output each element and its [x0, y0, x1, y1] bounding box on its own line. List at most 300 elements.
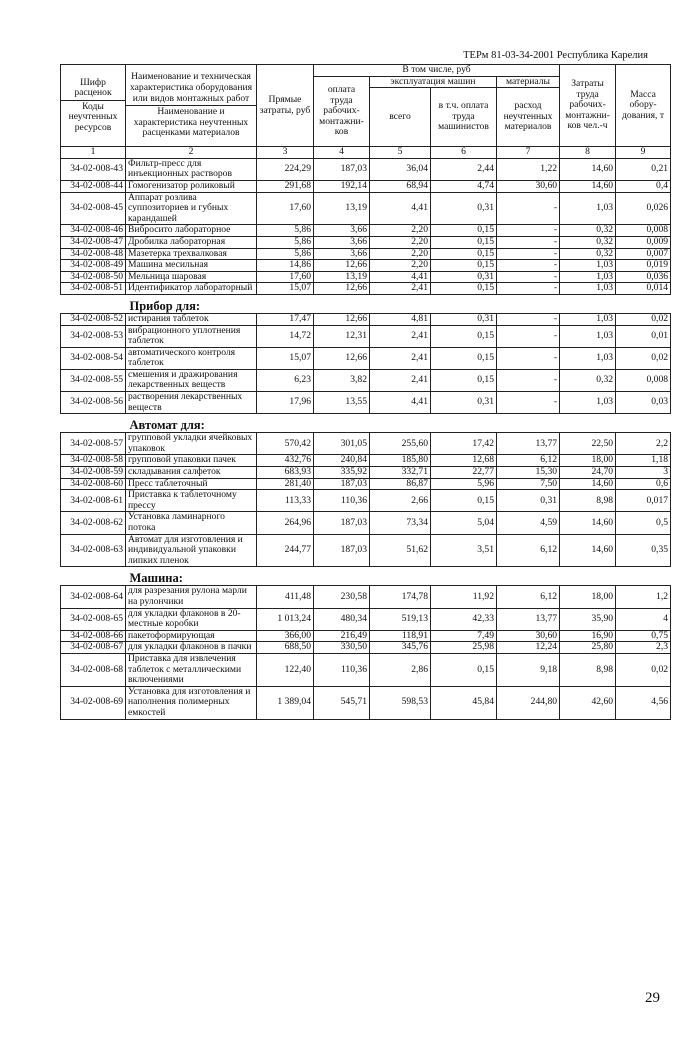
row-mass: 4,56 — [616, 686, 671, 719]
row-material-use: 15,30 — [497, 467, 560, 479]
row-exploitation-total: 2,20 — [370, 260, 431, 272]
header-name-top: Наименование и техническая характеристика оборудования или видов монтажных работ — [129, 71, 252, 104]
row-code: 34-02-008-67 — [61, 642, 126, 654]
table-row — [61, 347, 671, 369]
header-name-cell — [126, 65, 257, 147]
row-labor: 0,32 — [560, 369, 616, 391]
table-row — [61, 192, 671, 225]
row-machinist-wage: 25,98 — [431, 642, 497, 654]
row-exploitation-total: 519,13 — [370, 608, 431, 630]
row-wage: 13,19 — [314, 271, 370, 283]
row-wage: 12,66 — [314, 260, 370, 272]
row-wage: 335,92 — [314, 467, 370, 479]
row-code: 34-02-008-59 — [61, 467, 126, 479]
row-code: 34-02-008-50 — [61, 271, 126, 283]
column-number: 5 — [370, 147, 431, 159]
row-mass: 0,5 — [616, 512, 671, 534]
row-mass: 0,6 — [616, 478, 671, 490]
row-code: 34-02-008-49 — [61, 260, 126, 272]
header-code-bottom: Коды неучтенных ресурсов — [61, 100, 125, 134]
row-material-use: - — [497, 369, 560, 391]
column-number: 8 — [560, 147, 616, 159]
header-name-bottom: Наименование и характеристика неучтенных расценками материалов — [126, 105, 256, 139]
row-code: 34-02-008-54 — [61, 347, 126, 369]
row-code: 34-02-008-63 — [61, 534, 126, 567]
row-code: 34-02-008-44 — [61, 180, 126, 192]
row-labor: 8,98 — [560, 490, 616, 512]
rates-table — [60, 64, 671, 720]
row-name: истирания таблеток — [126, 313, 257, 325]
row-material-use: 0,31 — [497, 490, 560, 512]
table-row — [61, 455, 671, 467]
row-machinist-wage: 0,15 — [431, 653, 497, 686]
row-direct-costs: 688,50 — [257, 642, 314, 654]
row-exploitation-total: 4,41 — [370, 271, 431, 283]
row-machinist-wage: 5,04 — [431, 512, 497, 534]
row-material-use: - — [497, 225, 560, 237]
row-name: Мазетерка трехвалковая — [126, 248, 257, 260]
header-code-top: Шифр расценок — [74, 76, 112, 99]
table-row — [61, 271, 671, 283]
row-direct-costs: 14,86 — [257, 260, 314, 272]
row-wage: 240,84 — [314, 455, 370, 467]
row-direct-costs: 432,76 — [257, 455, 314, 467]
row-wage: 12,66 — [314, 283, 370, 295]
row-material-use: 6,12 — [497, 586, 560, 608]
row-exploitation-total: 4,41 — [370, 192, 431, 225]
header-labor: Затраты труда рабочих-монтажни-ков чел.-ч — [560, 65, 616, 147]
section-title: Автомат для: — [126, 414, 671, 433]
row-wage: 12,66 — [314, 347, 370, 369]
page-number: 29 — [645, 990, 660, 1006]
header-code-cell — [61, 65, 126, 147]
row-machinist-wage: 0,31 — [431, 392, 497, 414]
row-labor: 18,00 — [560, 455, 616, 467]
row-machinist-wage: 0,15 — [431, 325, 497, 347]
row-machinist-wage: 0,15 — [431, 248, 497, 260]
row-wage: 110,36 — [314, 653, 370, 686]
row-mass: 0,009 — [616, 236, 671, 248]
row-code: 34-02-008-66 — [61, 630, 126, 642]
row-material-use: 7,50 — [497, 478, 560, 490]
row-name: Мельница шаровая — [126, 271, 257, 283]
row-direct-costs: 244,77 — [257, 534, 314, 567]
row-labor: 22,50 — [560, 433, 616, 455]
row-wage: 187,03 — [314, 512, 370, 534]
row-labor: 25,80 — [560, 642, 616, 654]
row-mass: 3 — [616, 467, 671, 479]
row-machinist-wage: 0,15 — [431, 260, 497, 272]
row-mass: 0,21 — [616, 158, 671, 180]
row-code: 34-02-008-61 — [61, 490, 126, 512]
row-code: 34-02-008-69 — [61, 686, 126, 719]
table-row — [61, 608, 671, 630]
row-direct-costs: 1 389,04 — [257, 686, 314, 719]
row-material-use: - — [497, 271, 560, 283]
section-title: Прибор для: — [126, 294, 671, 313]
table-row — [61, 392, 671, 414]
column-number: 3 — [257, 147, 314, 159]
row-mass: 0,008 — [616, 369, 671, 391]
row-machinist-wage: 12,68 — [431, 455, 497, 467]
row-labor: 14,60 — [560, 158, 616, 180]
table-row — [61, 369, 671, 391]
row-material-use: 1,22 — [497, 158, 560, 180]
header-including: В том числе, руб — [314, 65, 560, 77]
row-mass: 0,75 — [616, 630, 671, 642]
row-exploitation-total: 2,41 — [370, 369, 431, 391]
row-direct-costs: 683,93 — [257, 467, 314, 479]
column-number: 4 — [314, 147, 370, 159]
row-code: 34-02-008-48 — [61, 248, 126, 260]
row-code: 34-02-008-64 — [61, 586, 126, 608]
row-mass: 2,3 — [616, 642, 671, 654]
row-code: 34-02-008-52 — [61, 313, 126, 325]
row-machinist-wage: 3,51 — [431, 534, 497, 567]
row-name: для укладки флаконов в пачки — [126, 642, 257, 654]
row-code: 34-02-008-62 — [61, 512, 126, 534]
row-name: растворения лекарственных веществ — [126, 392, 257, 414]
row-labor: 1,03 — [560, 283, 616, 295]
row-labor: 18,00 — [560, 586, 616, 608]
row-name: групповой упаковки пачек — [126, 455, 257, 467]
row-machinist-wage: 11,92 — [431, 586, 497, 608]
row-wage: 3,66 — [314, 236, 370, 248]
row-machinist-wage: 0,15 — [431, 369, 497, 391]
row-labor: 1,03 — [560, 392, 616, 414]
row-wage: 216,49 — [314, 630, 370, 642]
row-code: 34-02-008-45 — [61, 192, 126, 225]
row-labor: 14,60 — [560, 180, 616, 192]
table-row — [61, 642, 671, 654]
row-wage: 3,82 — [314, 369, 370, 391]
row-machinist-wage: 45,84 — [431, 686, 497, 719]
row-name: Фильтр-пресс для инъекционных растворов — [126, 158, 257, 180]
row-mass: 0,02 — [616, 653, 671, 686]
column-number: 1 — [61, 147, 126, 159]
row-exploitation-total: 2,66 — [370, 490, 431, 512]
table-row — [61, 490, 671, 512]
row-material-use: 244,80 — [497, 686, 560, 719]
table-row — [61, 325, 671, 347]
row-name: Гомогенизатор роликовый — [126, 180, 257, 192]
header-materials: материалы — [497, 76, 560, 88]
row-direct-costs: 15,07 — [257, 283, 314, 295]
row-wage: 187,03 — [314, 478, 370, 490]
row-direct-costs: 5,86 — [257, 236, 314, 248]
row-wage: 3,66 — [314, 248, 370, 260]
row-name: групповой укладки ячейковых упаковок — [126, 433, 257, 455]
row-material-use: 9,18 — [497, 653, 560, 686]
row-direct-costs: 5,86 — [257, 225, 314, 237]
row-direct-costs: 17,60 — [257, 192, 314, 225]
row-wage: 330,50 — [314, 642, 370, 654]
row-mass: 0,02 — [616, 313, 671, 325]
row-code: 34-02-008-46 — [61, 225, 126, 237]
row-exploitation-total: 51,62 — [370, 534, 431, 567]
row-exploitation-total: 86,87 — [370, 478, 431, 490]
row-labor: 24,70 — [560, 467, 616, 479]
row-machinist-wage: 2,44 — [431, 158, 497, 180]
row-labor: 14,60 — [560, 534, 616, 567]
row-mass: 0,036 — [616, 271, 671, 283]
row-wage: 13,55 — [314, 392, 370, 414]
row-machinist-wage: 42,33 — [431, 608, 497, 630]
row-name: Машина месильная — [126, 260, 257, 272]
row-mass: 2,2 — [616, 433, 671, 455]
row-mass: 0,01 — [616, 325, 671, 347]
row-labor: 1,03 — [560, 325, 616, 347]
row-exploitation-total: 2,41 — [370, 283, 431, 295]
row-code: 34-02-008-56 — [61, 392, 126, 414]
row-mass: 0,014 — [616, 283, 671, 295]
row-name: пакетоформирующая — [126, 630, 257, 642]
row-material-use: - — [497, 347, 560, 369]
column-number: 2 — [126, 147, 257, 159]
row-direct-costs: 1 013,24 — [257, 608, 314, 630]
row-exploitation-total: 36,04 — [370, 158, 431, 180]
row-direct-costs: 113,33 — [257, 490, 314, 512]
row-labor: 0,32 — [560, 236, 616, 248]
row-labor: 1,03 — [560, 313, 616, 325]
row-direct-costs: 411,48 — [257, 586, 314, 608]
row-material-use: 12,24 — [497, 642, 560, 654]
table-row — [61, 686, 671, 719]
table-row — [61, 630, 671, 642]
row-labor: 42,60 — [560, 686, 616, 719]
row-machinist-wage: 0,15 — [431, 490, 497, 512]
row-code: 34-02-008-47 — [61, 236, 126, 248]
header-total: всего — [370, 88, 431, 147]
row-code: 34-02-008-60 — [61, 478, 126, 490]
row-direct-costs: 281,40 — [257, 478, 314, 490]
row-material-use: 13,77 — [497, 608, 560, 630]
row-material-use: - — [497, 283, 560, 295]
row-labor: 16,90 — [560, 630, 616, 642]
row-machinist-wage: 0,31 — [431, 192, 497, 225]
row-mass: 0,008 — [616, 225, 671, 237]
row-exploitation-total: 332,71 — [370, 467, 431, 479]
row-mass: 0,007 — [616, 248, 671, 260]
column-number: 7 — [497, 147, 560, 159]
row-labor: 35,90 — [560, 608, 616, 630]
row-direct-costs: 17,47 — [257, 313, 314, 325]
row-code: 34-02-008-53 — [61, 325, 126, 347]
row-wage: 13,19 — [314, 192, 370, 225]
row-exploitation-total: 2,20 — [370, 236, 431, 248]
row-machinist-wage: 0,15 — [431, 225, 497, 237]
section-title: Машина: — [126, 567, 671, 586]
row-material-use: 30,60 — [497, 630, 560, 642]
header-direct-costs: Прямые затраты, руб — [257, 65, 314, 147]
row-material-use: - — [497, 236, 560, 248]
row-code: 34-02-008-51 — [61, 283, 126, 295]
row-machinist-wage: 0,15 — [431, 347, 497, 369]
row-code: 34-02-008-57 — [61, 433, 126, 455]
row-wage: 110,36 — [314, 490, 370, 512]
row-name: Установка для изготовления и наполнения полимерных емкостей — [126, 686, 257, 719]
table-row — [61, 248, 671, 260]
row-name: Аппарат розлива суппозиториев и губных карандашей — [126, 192, 257, 225]
page-header: ТЕРм 81-03-34-2001 Республика Карелия — [463, 50, 648, 61]
row-mass: 4 — [616, 608, 671, 630]
row-labor: 14,60 — [560, 478, 616, 490]
row-labor: 0,32 — [560, 248, 616, 260]
row-mass: 0,017 — [616, 490, 671, 512]
row-mass: 0,026 — [616, 192, 671, 225]
row-machinist-wage: 0,15 — [431, 283, 497, 295]
row-wage: 230,58 — [314, 586, 370, 608]
row-labor: 1,03 — [560, 347, 616, 369]
table-row — [61, 158, 671, 180]
row-code: 34-02-008-68 — [61, 653, 126, 686]
row-mass: 1,18 — [616, 455, 671, 467]
row-mass: 0,03 — [616, 392, 671, 414]
row-exploitation-total: 174,78 — [370, 586, 431, 608]
header-machine-exploitation: эксплуатация машин — [370, 76, 497, 88]
row-name: для разрезания рулона марли на рулончики — [126, 586, 257, 608]
row-name: Установка ламинарного потока — [126, 512, 257, 534]
table-row — [61, 180, 671, 192]
section-spacer — [61, 414, 126, 433]
row-direct-costs: 14,72 — [257, 325, 314, 347]
row-direct-costs: 17,96 — [257, 392, 314, 414]
row-machinist-wage: 0,31 — [431, 313, 497, 325]
header-wage: оплата труда рабочих-монтажни-ков — [314, 76, 370, 147]
column-number-row — [61, 147, 671, 159]
row-machinist-wage: 7,49 — [431, 630, 497, 642]
row-labor: 1,03 — [560, 271, 616, 283]
row-labor: 1,03 — [560, 260, 616, 272]
row-direct-costs: 5,86 — [257, 248, 314, 260]
section-heading-row — [61, 294, 671, 313]
row-machinist-wage: 0,15 — [431, 236, 497, 248]
row-code: 34-02-008-65 — [61, 608, 126, 630]
row-material-use: 4,59 — [497, 512, 560, 534]
row-material-use: 13,77 — [497, 433, 560, 455]
row-exploitation-total: 2,86 — [370, 653, 431, 686]
row-labor: 14,60 — [560, 512, 616, 534]
row-wage: 12,66 — [314, 313, 370, 325]
table-row — [61, 260, 671, 272]
row-wage: 187,03 — [314, 158, 370, 180]
row-name: Приставка для извлечения таблеток с металлическими включениями — [126, 653, 257, 686]
row-direct-costs: 224,29 — [257, 158, 314, 180]
row-exploitation-total: 255,60 — [370, 433, 431, 455]
row-direct-costs: 6,23 — [257, 369, 314, 391]
row-material-use: 6,12 — [497, 455, 560, 467]
row-material-use: - — [497, 192, 560, 225]
row-wage: 480,34 — [314, 608, 370, 630]
row-direct-costs: 264,96 — [257, 512, 314, 534]
row-wage: 301,05 — [314, 433, 370, 455]
row-exploitation-total: 2,20 — [370, 248, 431, 260]
section-spacer — [61, 294, 126, 313]
row-machinist-wage: 4,74 — [431, 180, 497, 192]
row-wage: 187,03 — [314, 534, 370, 567]
table-row — [61, 236, 671, 248]
row-exploitation-total: 2,41 — [370, 347, 431, 369]
table-row — [61, 283, 671, 295]
row-direct-costs: 570,42 — [257, 433, 314, 455]
section-heading-row — [61, 414, 671, 433]
row-direct-costs: 291,68 — [257, 180, 314, 192]
row-labor: 0,32 — [560, 225, 616, 237]
table-row — [61, 534, 671, 567]
row-mass: 0,35 — [616, 534, 671, 567]
row-direct-costs: 122,40 — [257, 653, 314, 686]
row-wage: 192,14 — [314, 180, 370, 192]
row-direct-costs: 17,60 — [257, 271, 314, 283]
row-name: складывания салфеток — [126, 467, 257, 479]
row-machinist-wage: 17,42 — [431, 433, 497, 455]
row-material-use: - — [497, 392, 560, 414]
column-number: 6 — [431, 147, 497, 159]
row-material-use: 30,60 — [497, 180, 560, 192]
row-code: 34-02-008-55 — [61, 369, 126, 391]
row-name: Дробилка лабораторная — [126, 236, 257, 248]
section-heading-row — [61, 567, 671, 586]
row-name: Автомат для изготовления и индивидуальной упаковки липких пленок — [126, 534, 257, 567]
row-name: Идентификатор лабораторный — [126, 283, 257, 295]
row-labor: 8,98 — [560, 653, 616, 686]
row-name: Приставка к таблеточному прессу — [126, 490, 257, 512]
row-material-use: - — [497, 313, 560, 325]
row-name: Пресс таблеточный — [126, 478, 257, 490]
column-number: 9 — [616, 147, 671, 159]
row-code: 34-02-008-43 — [61, 158, 126, 180]
table-row — [61, 225, 671, 237]
row-exploitation-total: 2,20 — [370, 225, 431, 237]
header-machinist-wage: в т.ч. оплата труда машинистов — [431, 88, 497, 147]
table-row — [61, 512, 671, 534]
row-material-use: - — [497, 248, 560, 260]
row-exploitation-total: 345,76 — [370, 642, 431, 654]
header-material-use: расход неучтенных материалов — [497, 88, 560, 147]
table-row — [61, 478, 671, 490]
row-wage: 545,71 — [314, 686, 370, 719]
table-row — [61, 653, 671, 686]
row-exploitation-total: 185,80 — [370, 455, 431, 467]
row-direct-costs: 366,00 — [257, 630, 314, 642]
row-mass: 1,2 — [616, 586, 671, 608]
section-spacer — [61, 567, 126, 586]
row-material-use: - — [497, 325, 560, 347]
row-code: 34-02-008-58 — [61, 455, 126, 467]
row-mass: 0,4 — [616, 180, 671, 192]
row-labor: 1,03 — [560, 192, 616, 225]
row-exploitation-total: 68,94 — [370, 180, 431, 192]
row-name: вибрационного уплотнения таблеток — [126, 325, 257, 347]
row-material-use: - — [497, 260, 560, 272]
row-exploitation-total: 4,81 — [370, 313, 431, 325]
row-name: Вибросито лабораторное — [126, 225, 257, 237]
table-row — [61, 586, 671, 608]
table-body — [61, 158, 671, 719]
table-row — [61, 313, 671, 325]
row-name: смешения и дражирования лекарственных веществ — [126, 369, 257, 391]
row-direct-costs: 15,07 — [257, 347, 314, 369]
row-exploitation-total: 598,53 — [370, 686, 431, 719]
row-wage: 3,66 — [314, 225, 370, 237]
row-wage: 12,31 — [314, 325, 370, 347]
row-exploitation-total: 73,34 — [370, 512, 431, 534]
row-name: для укладки флаконов в 20-местные коробки — [126, 608, 257, 630]
row-exploitation-total: 2,41 — [370, 325, 431, 347]
row-mass: 0,019 — [616, 260, 671, 272]
row-name: автоматического контроля таблеток — [126, 347, 257, 369]
row-exploitation-total: 4,41 — [370, 392, 431, 414]
